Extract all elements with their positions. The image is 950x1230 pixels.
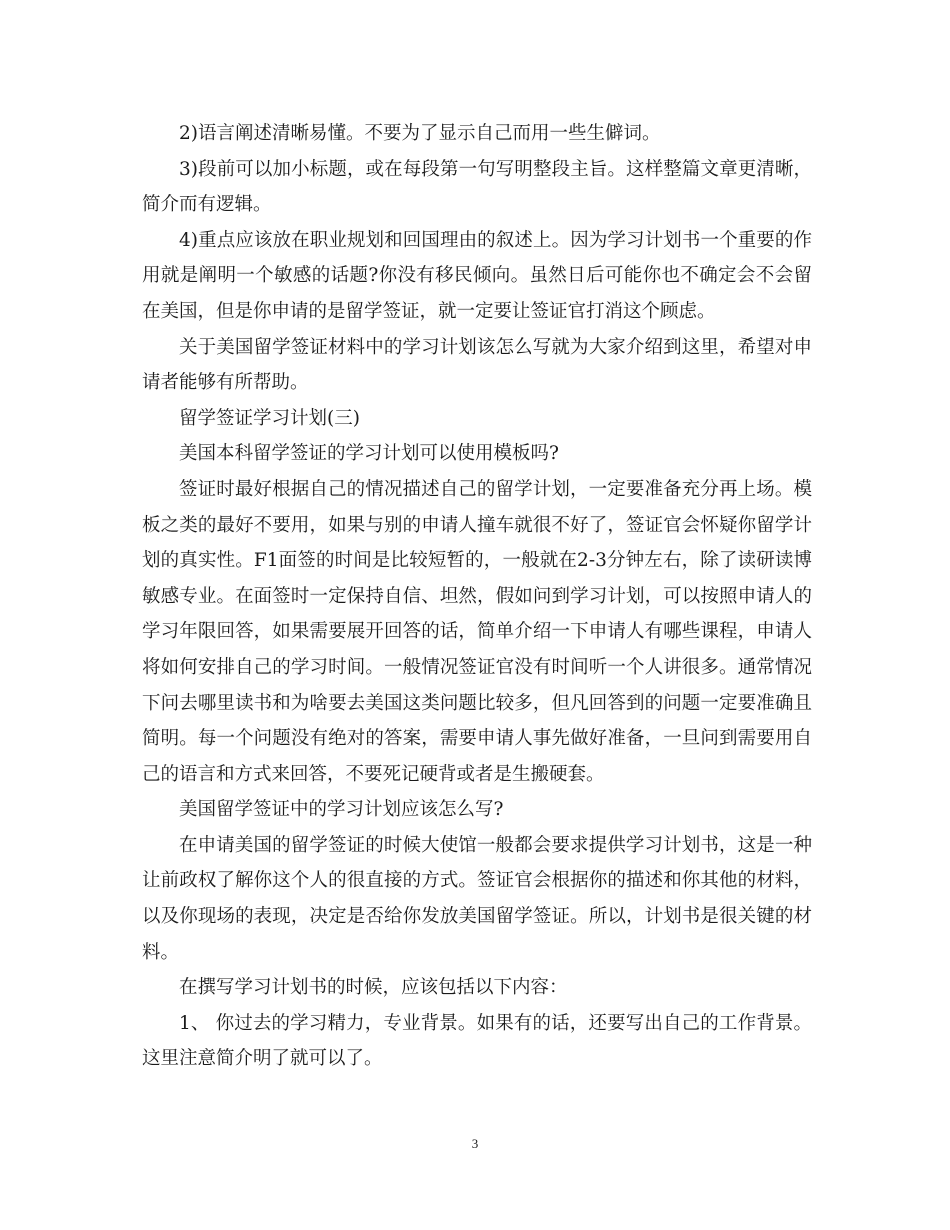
section-heading-study-plan-3: 留学签证学习计划(三) [179,407,360,429]
paragraph-contents-intro: 在撰写学习计划书的时候，应该包括以下内容： [179,977,568,999]
paragraph-embassy-requirement: 在申请美国的留学签证的时候大使馆一般都会要求提供学习计划书，这是一种让前政权了解你这个人的很直接的方式。签证官会根据你的描述和你其他的材料，以及你现场的表现，决定是否给你发放美国留学签证。所以，计划书是很关键的材料。 [142,834,812,963]
paragraph-language-clarity: 2)语言阐述清晰易懂。不要为了显示自己而用一些生僻词。 [179,123,661,144]
paragraph-subheadings: 3)段前可以加小标题，或在每段第一句写明整段主旨。这样整篇文章更清晰，简介而有逻辑。 [142,158,812,216]
document-body [142,116,812,1077]
question-how-to-write: 美国留学签证中的学习计划应该怎么写? [179,799,504,821]
paragraph-template-answer: 签证时最好根据自己的情况描述自己的留学计划，一定要准备充分再上场。模板之类的最好不要用，如果与别的申请人撞车就很不好了，签证官会怀疑你留学计划的真实性。F1面签的时间是比较短暂的，一般就在2-3分钟左右，除了读研读博敏感专业。在面签时一定保持自信、坦然，假如问到学习计划，可以按照申请人的学习年限回答，如果需要展开回答的话，简单介绍一下申请人有哪些课程，申请人将如何安排自己的学习时间。一般情况签证官没有时间听一个人讲很多。通常情况下问去哪里读书和为啥要去美国这类问题比较多，但凡回答到的问题一定要准确且简明。每一个问题没有绝对的答案，需要申请人事先做好准备，一旦问到需要用自己的语言和方式来回答，不要死记硬背或者是生搬硬套。 [142,478,812,785]
paragraph-item-1: 1、 你过去的学习精力，专业背景。如果有的话，还要写出自己的工作背景。这里注意简介明了就可以了。 [142,1012,812,1070]
page-number: 3 [471,1136,479,1151]
question-template-usage: 美国本科留学签证的学习计划可以使用模板吗? [179,443,559,465]
paragraph-career-focus: 4)重点应该放在职业规划和回国理由的叙述上。因为学习计划书一个重要的作用就是阐明一个敏感的话题?你没有移民倾向。虽然日后可能你也不确定会不会留在美国，但是你申请的是留学签证，就一定要让签证官打消这个顾虑。 [142,229,812,322]
paragraph-summary: 关于美国留学签证材料中的学习计划该怎么写就为大家介绍到这里，希望对申请者能够有所帮助。 [142,336,812,394]
